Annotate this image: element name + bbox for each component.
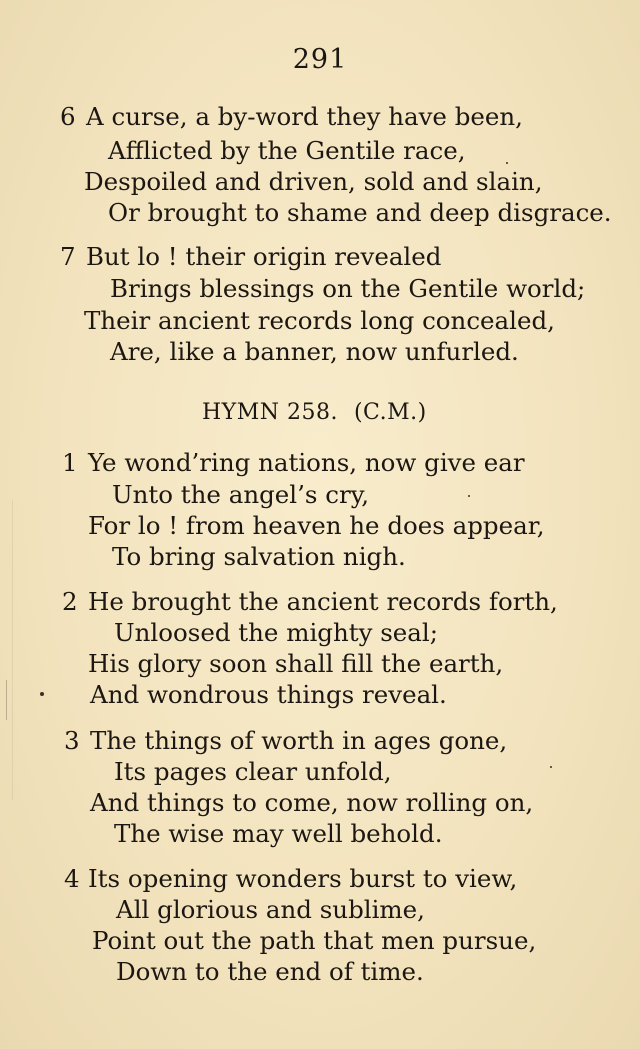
verse-line: Its pages clear unfold, xyxy=(114,757,392,786)
verse-line: The things of worth in ages gone, xyxy=(90,726,508,755)
verse-number: 6 xyxy=(60,102,76,131)
verse-number: 1 xyxy=(62,448,78,477)
verse-line: Unto the angel’s cry, xyxy=(112,480,370,509)
verse-line: A curse, a by-word they have been, xyxy=(86,102,523,131)
verse-number: 3 xyxy=(64,726,80,755)
verse-line: The wise may well behold. xyxy=(114,819,443,848)
verse-line: Afflicted by the Gentile race, xyxy=(108,136,466,165)
verse-line: And wondrous things reveal. xyxy=(90,680,447,709)
verse-line: Down to the end of time. xyxy=(116,957,424,986)
verse-line: Or brought to shame and deep disgrace. xyxy=(108,198,612,227)
verse-line: Its opening wonders burst to view, xyxy=(88,864,518,893)
page-edge-mark xyxy=(12,500,13,800)
verse-number: 7 xyxy=(60,242,76,271)
verse-line: His glory soon shall fill the earth, xyxy=(88,649,504,678)
verse-line: But lo ! their origin revealed xyxy=(86,242,442,271)
paper-speck xyxy=(506,162,508,164)
verse-line: Despoiled and driven, sold and slain, xyxy=(84,167,543,196)
paper-speck xyxy=(468,495,470,497)
paper-speck xyxy=(40,692,44,696)
verse-number: 4 xyxy=(64,864,80,893)
paper-speck xyxy=(550,766,552,768)
verse-line: Are, like a banner, now unfurled. xyxy=(110,337,519,366)
hymn-heading xyxy=(202,400,427,425)
hymn-meter: (C.M.) xyxy=(353,400,427,425)
page-edge-mark xyxy=(6,680,7,720)
verse-line: Their ancient records long concealed, xyxy=(84,306,555,335)
verse-number: 2 xyxy=(62,587,78,616)
verse-line: Unloosed the mighty seal; xyxy=(114,618,438,647)
verse-line: All glorious and sublime, xyxy=(116,895,425,924)
hymn-title: HYMN 258. xyxy=(202,400,338,425)
verse-line: To bring salvation nigh. xyxy=(112,542,406,571)
verse-line: He brought the ancient records forth, xyxy=(88,587,558,616)
verse-line: Brings blessings on the Gentile world; xyxy=(110,274,586,303)
page-number: 291 xyxy=(292,44,348,75)
verse-line: And things to come, now rolling on, xyxy=(90,788,534,817)
verse-line: Point out the path that men pursue, xyxy=(92,926,537,955)
verse-line: Ye wond’ring nations, now give ear xyxy=(88,448,525,477)
verse-line: For lo ! from heaven he does appear, xyxy=(88,511,545,540)
